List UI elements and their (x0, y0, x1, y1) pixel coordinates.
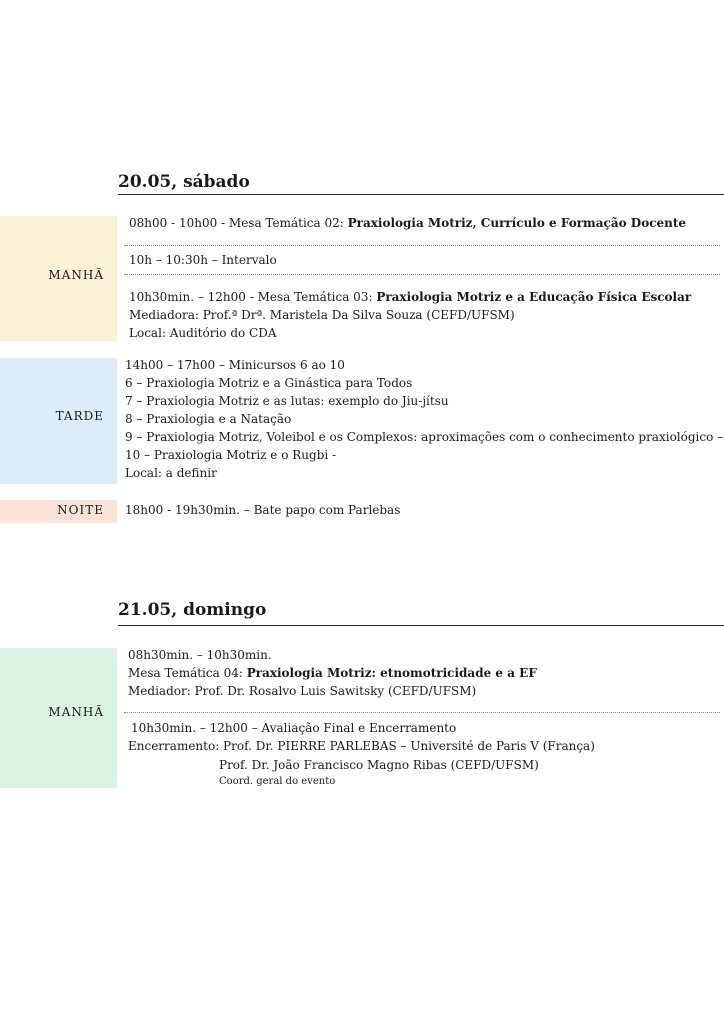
day1-dotted-1 (124, 245, 720, 246)
day1-title: 20.05, sábado (118, 172, 250, 192)
day1-intervalo: 10h – 10:30h – Intervalo (129, 253, 277, 267)
day1-local: Local: Auditório do CDA (129, 326, 277, 340)
day1-mediadora: Mediadora: Prof.ª Drª. Maristela Da Silva Souza (CEFD/UFSM) (129, 308, 515, 322)
day1-tarde-line: 10 – Praxiologia Motriz e o Rugbi - (125, 448, 337, 462)
day1-manha-band (0, 216, 117, 341)
day2-mesa04-prefix: Mesa Temática 04: (128, 666, 247, 680)
day1-manha-label: MANHÃ (48, 268, 104, 282)
day2-dotted (124, 712, 720, 713)
day2-encerramento: Encerramento: Prof. Dr. PIERRE PARLEBAS – Université de Paris V (França) (128, 739, 595, 753)
day1-tarde-line: 6 – Praxiologia Motriz e a Ginástica para Todos (125, 376, 413, 390)
day2-time2: 10h30min. – 12h00 – Avaliação Final e Encerramento (131, 721, 457, 735)
day2-divider (118, 625, 724, 626)
day2-time1: 08h30min. – 10h30min. (128, 648, 272, 662)
day1-mesa02 (129, 214, 686, 232)
day1-noite-text: 18h00 - 19h30min. – Bate papo com Parlebas (125, 503, 401, 517)
day2-manha-label: MANHÃ (48, 705, 104, 719)
day2-encerramento2: Prof. Dr. João Francisco Magno Ribas (CEFD/UFSM) (219, 758, 539, 772)
day2-mesa04 (128, 664, 537, 682)
day1-mesa02-prefix: 08h00 - 10h00 - Mesa Temática 02: (129, 216, 348, 230)
day2-title: 21.05, domingo (118, 600, 267, 620)
day1-mesa03-title: Praxiologia Motriz e a Educação Física Escolar (376, 290, 692, 304)
day1-tarde-band (0, 358, 117, 484)
day1-mesa03 (129, 288, 691, 306)
day2-manha-band (0, 648, 117, 788)
day2-mesa04-title: Praxiologia Motriz: etnomotricidade e a EF (246, 666, 537, 680)
day1-noite-label: NOITE (57, 503, 104, 517)
day2-coord: Coord. geral do evento (219, 776, 336, 787)
day1-tarde-line: 14h00 – 17h00 – Minicursos 6 ao 10 (125, 358, 345, 372)
day1-tarde-line: Local: a definir (125, 466, 217, 480)
day1-tarde-list (125, 356, 723, 482)
day1-tarde-line: 9 – Praxiologia Motriz, Voleibol e os Complexos: aproximações com o conhecimento praxiológico – (125, 430, 724, 444)
day2-mediador: Mediador: Prof. Dr. Rosalvo Luis Sawitsky (CEFD/UFSM) (128, 684, 477, 698)
day1-tarde-label: TARDE (55, 409, 104, 423)
day1-dotted-2 (124, 274, 720, 275)
day1-noite-band (0, 500, 117, 523)
day1-tarde-line: 8 – Praxiologia e a Natação (125, 412, 292, 426)
day1-mesa02-title: Praxiologia Motriz, Currículo e Formação Docente (347, 216, 687, 230)
day1-mesa03-prefix: 10h30min. – 12h00 - Mesa Temática 03: (129, 290, 377, 304)
day1-tarde-line: 7 – Praxiologia Motriz e as lutas: exemplo do Jiu-jítsu (125, 394, 449, 408)
day1-divider (118, 194, 724, 195)
